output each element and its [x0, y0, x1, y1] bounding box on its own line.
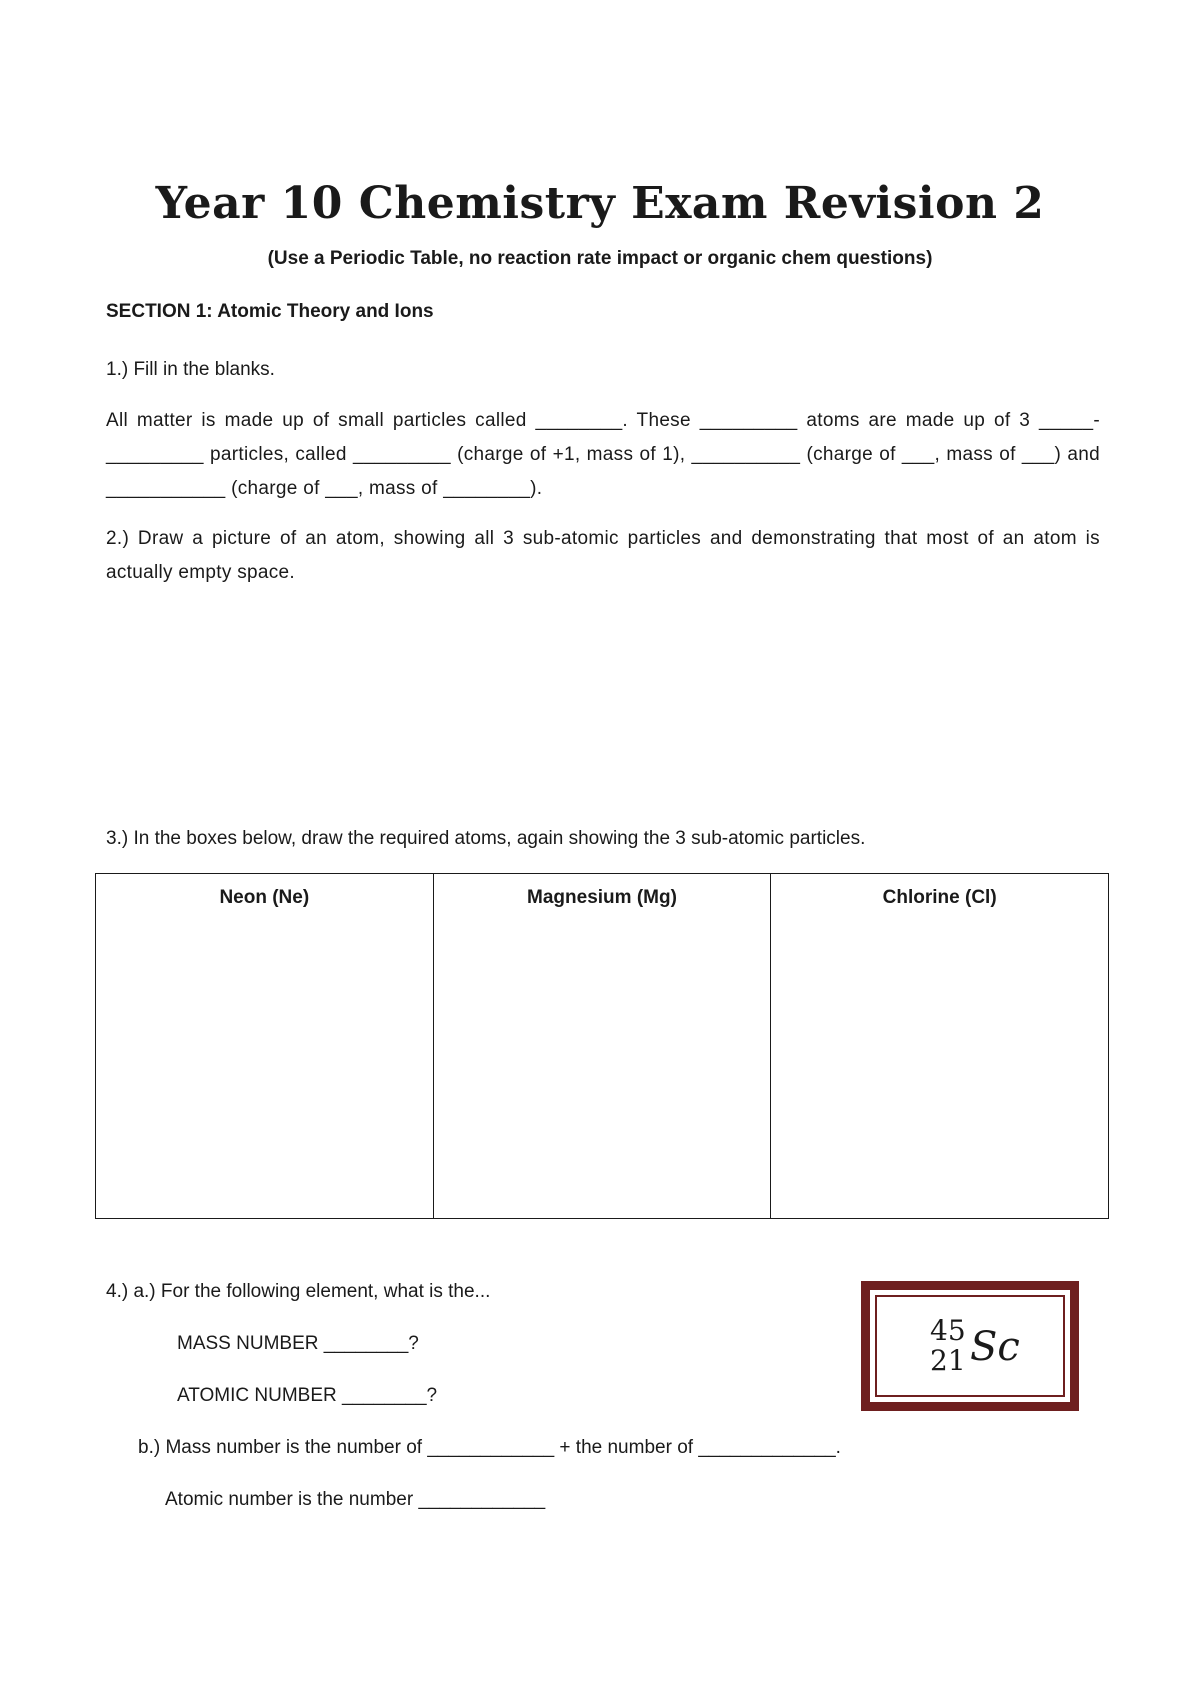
nuclide-notation: [930, 1316, 1040, 1376]
nuclide-symbol: Sc: [970, 1324, 1020, 1370]
element-notation-box: [861, 1281, 1079, 1411]
atom-drawing-table: [95, 873, 1109, 1219]
table-row: [96, 874, 1109, 1219]
question-4a-text: 4.) a.) For the following element, what is the...: [106, 1281, 491, 1302]
question-4b-atomic-text: Atomic number is the number ____________: [165, 1489, 546, 1510]
mass-number-blank: MASS NUMBER ________?: [177, 1333, 419, 1354]
section-heading: SECTION 1: Atomic Theory and Ions: [106, 301, 434, 322]
question-1-body: All matter is made up of small particles called ________. These _________ atoms are made up of 3 _____-_________ particles, called _________ (charge of +1, mass of 1), __________ (charge of ___, mass of ___) and ___________ (charge of ___, mass of ________).: [106, 410, 1100, 499]
question-1-prompt: 1.) Fill in the blanks.: [106, 359, 275, 380]
nuclide-atomic-number: 21: [930, 1344, 966, 1377]
question-3-text: 3.) In the boxes below, draw the required atoms, again showing the 3 sub-atomic particles.: [106, 828, 866, 849]
page-subtitle: (Use a Periodic Table, no reaction rate impact or organic chem questions): [267, 248, 933, 269]
nuclide-mass-number: 45: [930, 1314, 966, 1347]
magnesium-drawing-box[interactable]: Magnesium (Mg): [433, 874, 771, 1219]
question-2-text: 2.) Draw a picture of an atom, showing all 3 sub-atomic particles and demonstrating that most of an atom is actually empty space.: [106, 528, 1100, 583]
question-4b-text: b.) Mass number is the number of ____________ + the number of _____________.: [138, 1437, 841, 1458]
page-title: Year 10 Chemistry Exam Revision 2: [155, 178, 1045, 229]
atomic-number-blank: ATOMIC NUMBER ________?: [177, 1385, 438, 1406]
neon-drawing-box[interactable]: Neon (Ne): [96, 874, 434, 1219]
chlorine-drawing-box[interactable]: Chlorine (Cl): [771, 874, 1109, 1219]
